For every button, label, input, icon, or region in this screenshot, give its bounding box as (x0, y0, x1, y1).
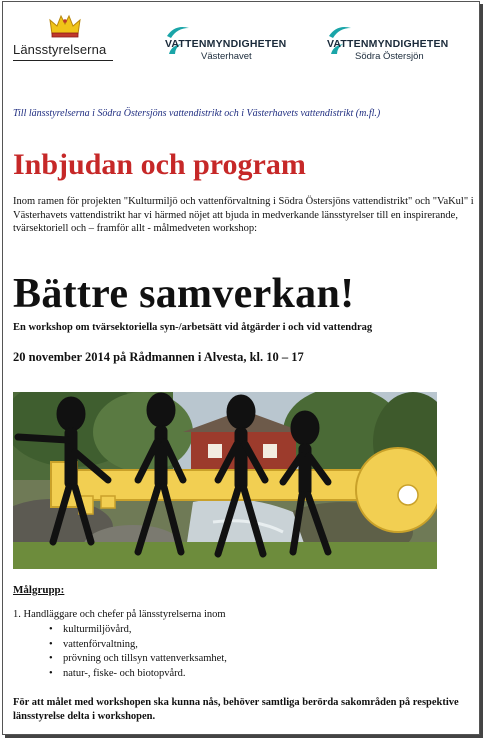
main-heading: Inbjudan och program (13, 148, 306, 181)
list-item: • prövning och tillsyn vattenverksamhet, (49, 652, 227, 667)
lansstyrelserna-logo (13, 14, 123, 66)
workshop-title: Bättre samverkan! (13, 271, 355, 317)
target-group-heading: Målgrupp: (13, 584, 65, 596)
vm1-title: VATTENMYNDIGHETEN (165, 38, 287, 50)
header-logos (3, 2, 479, 80)
lansstyrelserna-wordmark: Länsstyrelserna (13, 42, 107, 57)
collaboration-illustration (13, 392, 437, 569)
closing-paragraph: För att målet med workshopen ska kunna nås, behöver samtliga berörda sakområden på respektive länsstyrelse delta i workshopen. (13, 697, 459, 722)
vm1-subtitle: Västerhavet (201, 51, 252, 62)
document-page (2, 1, 480, 735)
vm2-title: VATTENMYNDIGHETEN (327, 38, 449, 50)
list-item: • kulturmiljövård, (49, 623, 227, 638)
vattenmyndigheten-vasterhavet-logo (165, 24, 305, 64)
list-item: • vattenförvaltning, (49, 638, 227, 653)
vm2-subtitle: Södra Östersjön (355, 51, 424, 62)
logo-underline (13, 60, 113, 61)
list-item: • natur-, fiske- och biotopvård. (49, 667, 227, 682)
workshop-subtitle: En workshop om tvärsektoriella syn-/arbetsätt vid åtgärder i och vid vattendrag (13, 322, 373, 333)
crown-icon (49, 14, 81, 38)
target-group-intro: 1. Handläggare och chefer på länsstyrelserna inom (13, 609, 226, 620)
intro-paragraph: Inom ramen för projekten "Kulturmiljö och vattenförvaltning i Södra Östersjöns vattendistrikt" och "VaKul" i Västerhavets vattendistrikt har vi härmed nöjet att bjuda in medverkande länsstyrelser till en inspirerande, tvärsektoriell och – framför allt - målmedveten workshop: (13, 196, 474, 234)
recipient-line: Till länsstyrelserna i Södra Östersjöns vattendistrikt och i Västerhavets vattendistrikt (m.fl.) (13, 108, 381, 119)
date-location-line: 20 november 2014 på Rådmannen i Alvesta, kl. 10 – 17 (13, 350, 304, 364)
vattenmyndigheten-sodra-ostersjon-logo (327, 24, 467, 64)
target-group-list (49, 623, 227, 681)
